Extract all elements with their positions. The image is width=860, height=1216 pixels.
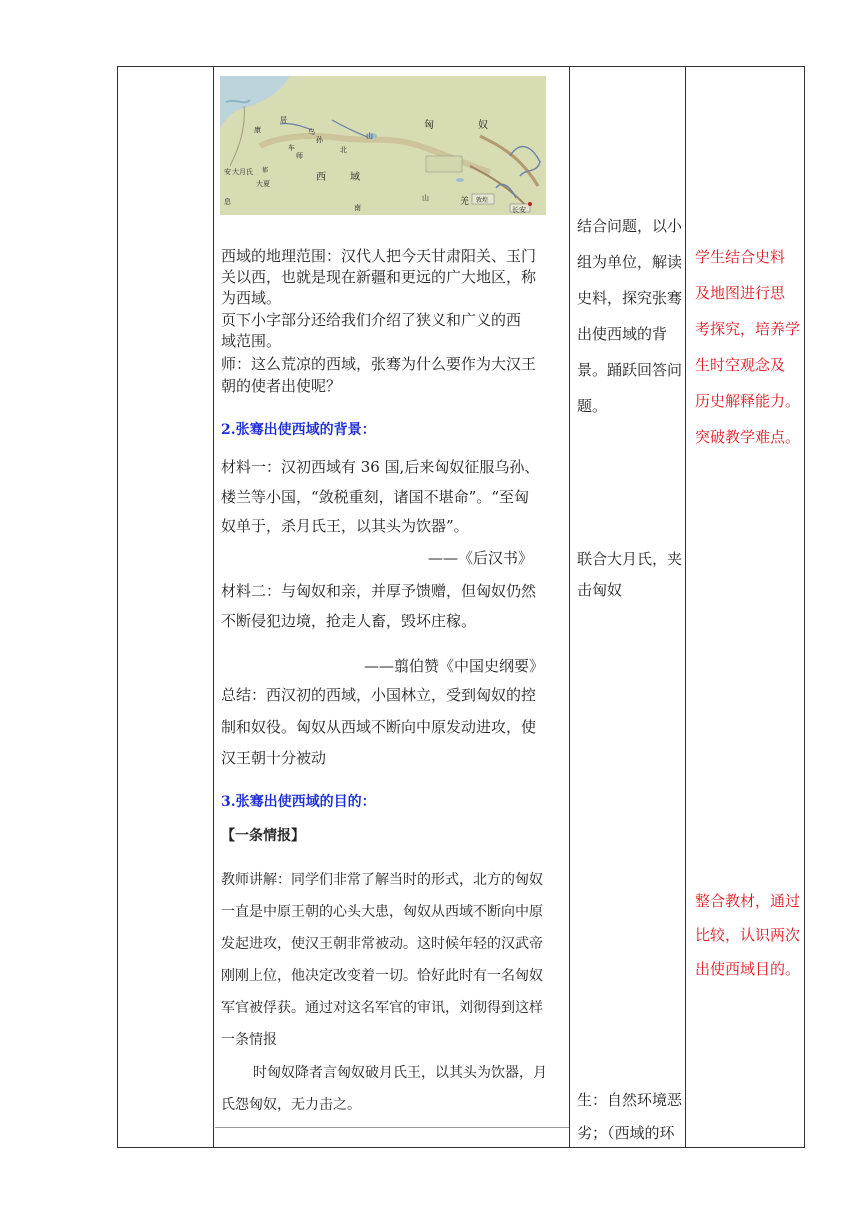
map-label: 康 (254, 126, 261, 134)
material-one-line: 奴单于，杀月氏王，以其头为饮器”。 (221, 517, 469, 535)
geography-paragraph-line: 师：这么荒凉的西域，张骞为什么要作为大汉王 (221, 355, 537, 373)
intel-quote-line: 氏怨匈奴，无力击之。 (221, 1097, 361, 1113)
map-label: 南 (354, 204, 361, 212)
intel-title: 【一条情报】 (221, 828, 305, 844)
geography-paragraph-line: 为西域。 (221, 289, 282, 307)
lecture-line: 刚刚上位，他决定改变着一切。恰好此时有一名匈奴 (221, 968, 543, 984)
intent-line: 及地图进行思 (695, 284, 786, 302)
map-label: 大夏 (256, 180, 270, 188)
intent-line: 学生结合史料 (695, 248, 786, 266)
map-label: 敦煌 (476, 197, 489, 204)
map-label: 山 (422, 194, 429, 202)
section-heading-background: 2.张骞出使西域的背景： (221, 422, 376, 438)
map-label: 师 (296, 152, 303, 160)
activity-line: 题。 (577, 397, 608, 415)
row-separator (215, 1127, 569, 1128)
map-label: 孙 (316, 136, 323, 144)
alliance-answer-line: 联合大月氏，夹 (577, 550, 683, 568)
material-one-line: 材料一：汉初西域有 36 国,后来匈奴征服乌孙、 (221, 458, 540, 476)
column-divider (213, 67, 214, 1147)
map-label: 奴 (478, 120, 488, 131)
map-label: 郁 (262, 167, 269, 174)
map-label: 西 (316, 172, 326, 183)
material-two-line: 不断侵犯边境，抢走人畜，毁坏庄稼。 (221, 612, 477, 630)
map-image (220, 76, 546, 215)
source-citation: ——翦伯赞《中国史纲要》 (364, 657, 545, 675)
map-label: 大月氏 (232, 168, 253, 176)
intent-line: 考探究，培养学 (695, 320, 801, 338)
map-label: 长安 (512, 206, 526, 214)
alliance-answer-line: 击匈奴 (577, 581, 623, 599)
activity-line: 景。踊跃回答问 (577, 361, 683, 379)
lecture-line: 一直是中原王朝的心头大患，匈奴从西域不断向中原 (221, 904, 543, 920)
intel-quote-line: 时匈奴降者言匈奴破月氏王，以其头为饮器，月 (253, 1065, 547, 1081)
column-divider (685, 67, 686, 1147)
activity-line: 结合问题，以小 (577, 217, 683, 235)
material-two-line: 材料二：与匈奴和亲，并厚予馈赠，但匈奴仍然 (221, 582, 537, 600)
section-heading-purpose: 3.张骞出使西域的目的： (221, 794, 376, 810)
geography-paragraph-line: 关以西，也就是现在新疆和更远的广大地区，称 (221, 268, 537, 286)
lecture-line: 发起进攻，使汉王朝非常被动。这时候年轻的汉武帝 (221, 936, 543, 952)
intent-line: 突破教学难点。 (695, 428, 801, 446)
intent-line: 出使西域目的。 (695, 960, 801, 978)
map-label: 乌 (308, 128, 315, 136)
map-label: 北 (340, 146, 347, 154)
student-answer-line: 劣；（西域的环 (577, 1124, 675, 1142)
summary-line: 制和奴役。匈奴从西域不断向中原发动进攻，使 (221, 718, 537, 736)
lecture-line: 一条情报 (221, 1032, 277, 1048)
western-regions-map (220, 76, 546, 215)
map-label: 域 (350, 172, 360, 183)
student-answer-line: 生：自然环境恶 (577, 1091, 683, 1109)
map-label: 山 (366, 132, 373, 140)
map-label: 匈 (424, 120, 434, 131)
map-label: 居 (280, 116, 287, 124)
source-citation: ——《后汉书》 (428, 549, 534, 567)
activity-line: 史料，探究张骞 (577, 289, 683, 307)
intent-line: 比较，认识两次 (695, 926, 801, 944)
column-divider (569, 67, 570, 1147)
map-label: 车 (288, 144, 295, 152)
lecture-line: 军官被俘获。通过对这名军官的审讯，刘彻得到这样 (221, 1000, 543, 1016)
activity-line: 组为单位，解读 (577, 253, 683, 271)
geography-paragraph-line: 页下小字部分还给我们介绍了狭义和广义的西 (221, 311, 522, 329)
map-label: 羌 (460, 197, 470, 207)
lecture-line: 教师讲解：同学们非常了解当时的形式，北方的匈奴 (221, 872, 543, 888)
intent-line: 历史解释能力。 (695, 392, 801, 410)
map-label: 息 (224, 198, 231, 206)
summary-line: 汉王朝十分被动 (221, 749, 327, 767)
activity-line: 出使西域的背 (577, 325, 668, 343)
intent-line: 生时空观念及 (695, 356, 786, 374)
geography-paragraph-line: 西域的地理范围：汉代人把今天甘肃阳关、玉门 (221, 247, 537, 265)
map-label: 安 (224, 168, 231, 176)
geography-paragraph-line: 域范围。 (221, 332, 282, 350)
intent-line: 整合教材，通过 (695, 892, 801, 910)
summary-line: 总结：西汉初的西域，小国林立，受到匈奴的控 (221, 686, 537, 704)
geography-paragraph-line: 朝的使者出使呢？ (221, 377, 342, 395)
material-one-line: 楼兰等小国，“敛税重刻，诸国不堪命”。“至匈 (221, 488, 530, 506)
lesson-table (117, 66, 805, 1148)
